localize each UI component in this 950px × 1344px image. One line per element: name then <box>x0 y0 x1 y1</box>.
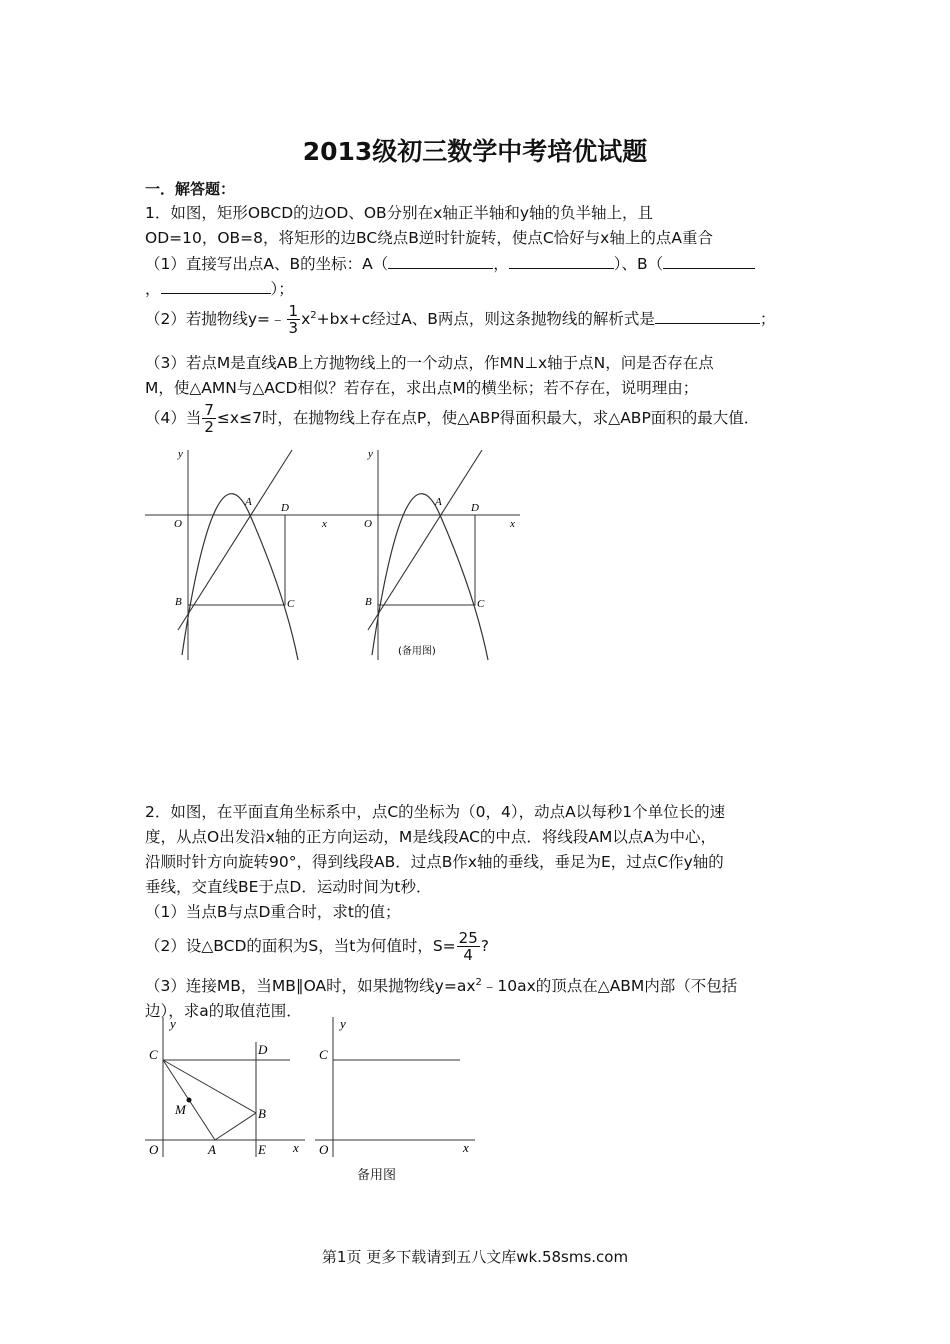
q1-line2: OD=10，OB=8，将矩形的边BC绕点B逆时针旋转，使点C恰好与x轴上的点A重合 <box>145 229 713 247</box>
line-ab <box>178 450 292 630</box>
q1-part3-line2: M，使△AMN与△ACD相似？若存在，求出点M的横坐标；若不存在，说明理由； <box>145 379 699 397</box>
q1-figure-2 <box>330 445 530 665</box>
q1-p2-sup: 2 <box>310 309 317 321</box>
line-ab <box>368 450 482 630</box>
q2-line3: 沿顺时针方向旋转90°，得到线段AB．过点B作x轴的垂线，垂足为E，过点C作y轴的 <box>145 853 724 871</box>
q2-line2: 度，从点O出发沿x轴的正方向运动，M是线段AC的中点．将线段AM以点A为中心， <box>145 828 716 846</box>
label-e: E <box>258 1142 266 1157</box>
label-a: A <box>245 496 252 508</box>
q1-p2-frac-den: 3 <box>288 319 299 337</box>
point-m <box>187 1098 192 1103</box>
q1-p1-text-a: （1）直接写出点A、B的坐标：A（ <box>145 255 389 273</box>
label-y: y <box>368 448 373 460</box>
q1-p4-text-a: （4）当 <box>145 409 202 427</box>
q1-p4-fraction <box>202 402 216 435</box>
parabola <box>372 494 488 660</box>
q1-part2 <box>145 303 775 336</box>
q2-p2-frac-num: 25 <box>458 929 478 947</box>
q1-p1-comma1: ， <box>493 255 509 273</box>
label-o: O <box>149 1142 159 1157</box>
q1-part1-cont <box>145 277 294 299</box>
label-y: y <box>170 1016 176 1031</box>
q2-backup-caption: 备用图 <box>357 1168 397 1183</box>
q2-p3-sup: 2 <box>475 976 482 988</box>
q2-part3-line1 <box>145 974 737 996</box>
q2-p3-text-b: ﹣10ax的顶点在△ABM内部（不包括 <box>481 977 738 995</box>
q2-part3-line2: 边），求a的取值范围． <box>145 1002 302 1020</box>
section-heading: 一．解答题： <box>145 180 236 198</box>
q1-p2-text-a: （2）若抛物线y=﹣ <box>145 310 286 328</box>
q1-blank-ax[interactable] <box>388 254 493 269</box>
q1-part4 <box>145 402 759 435</box>
label-a: A <box>208 1142 216 1157</box>
page-footer[interactable]: 第1页 更多下载请到五八文库wk.58sms.com <box>321 1248 629 1266</box>
label-d: D <box>471 502 479 514</box>
q1-p1-text-b: ）、B（ <box>613 255 664 273</box>
label-o: O <box>364 518 372 530</box>
label-o: O <box>319 1142 329 1157</box>
label-y: y <box>340 1016 346 1031</box>
label-o: O <box>174 518 182 530</box>
q1-blank-by[interactable] <box>161 279 271 294</box>
segment-ab <box>215 1113 256 1140</box>
label-b: B <box>175 596 182 608</box>
label-c: C <box>477 598 485 610</box>
q1-p4-text-b: ≤x≤7时，在抛物线上存在点P，使△ABP得面积最大，求△ABP面积的最大值． <box>216 409 760 427</box>
q1-p2-frac-num: 1 <box>288 302 299 320</box>
q1-p1-end: ）； <box>270 280 294 298</box>
q1-part1 <box>145 252 755 274</box>
q2-p2-fraction <box>457 930 480 963</box>
q1-blank-bx[interactable] <box>663 254 755 269</box>
label-c: C <box>149 1047 158 1062</box>
q1-p4-frac-num: 7 <box>204 401 214 419</box>
q2-part2 <box>145 930 489 963</box>
q1-figure-1 <box>140 445 340 665</box>
label-x: x <box>322 518 327 530</box>
label-m: M <box>175 1102 186 1117</box>
label-d: D <box>281 502 289 514</box>
q1-p4-frac-den: 2 <box>204 418 214 436</box>
label-c: C <box>319 1047 328 1062</box>
label-x: x <box>463 1140 469 1155</box>
label-b: B <box>365 596 372 608</box>
label-d: D <box>258 1042 268 1057</box>
q1-blank-ay[interactable] <box>509 254 614 269</box>
q1-blank-parabola[interactable] <box>655 309 760 324</box>
label-c: C <box>287 598 295 610</box>
q1-p2-text-c: +bx+c经过A、B两点，则这条抛物线的解析式是 <box>316 310 655 328</box>
q2-line1: 2．如图，在平面直角坐标系中，点C的坐标为（0，4），动点A以每秒1个单位长的速 <box>145 803 726 821</box>
q1-p2-end: ； <box>759 310 776 328</box>
q1-part3-line1: （3）若点M是直线AB上方抛物线上的一个动点，作MN⊥x轴于点N，问是否存在点 <box>145 354 714 372</box>
page-title: 2013级初三数学中考培优试题 <box>302 137 648 166</box>
q2-line4: 垂线，交直线BE于点D．运动时间为t秒． <box>145 878 432 896</box>
q2-p2-frac-den: 4 <box>463 946 473 964</box>
label-b: B <box>258 1106 266 1121</box>
q1-p2-fraction <box>287 303 301 336</box>
q1-line1: 1．如图，矩形OBCD的边OD、OB分别在x轴正半轴和y轴的负半轴上，且 <box>145 204 653 222</box>
q2-p2-text-a: （2）设△BCD的面积为S，当t为何值时，S= <box>145 937 456 955</box>
q1-backup-caption: (备用图) <box>398 646 436 657</box>
q1-p2-text-b: x <box>301 310 311 328</box>
q1-p1-comma2: ， <box>145 280 161 298</box>
label-y: y <box>178 448 183 460</box>
q2-p2-end: ? <box>480 937 489 955</box>
label-x: x <box>510 518 515 530</box>
q2-figure-1 <box>140 1012 310 1162</box>
label-x: x <box>293 1140 299 1155</box>
parabola <box>182 494 298 660</box>
q2-p3-text-a: （3）连接MB，当MB∥OA时，如果抛物线y=ax <box>145 977 476 995</box>
label-a: A <box>435 496 442 508</box>
q2-figure-2 <box>310 1012 480 1162</box>
q2-part1: （1）当点B与点D重合时，求t的值； <box>145 903 401 921</box>
